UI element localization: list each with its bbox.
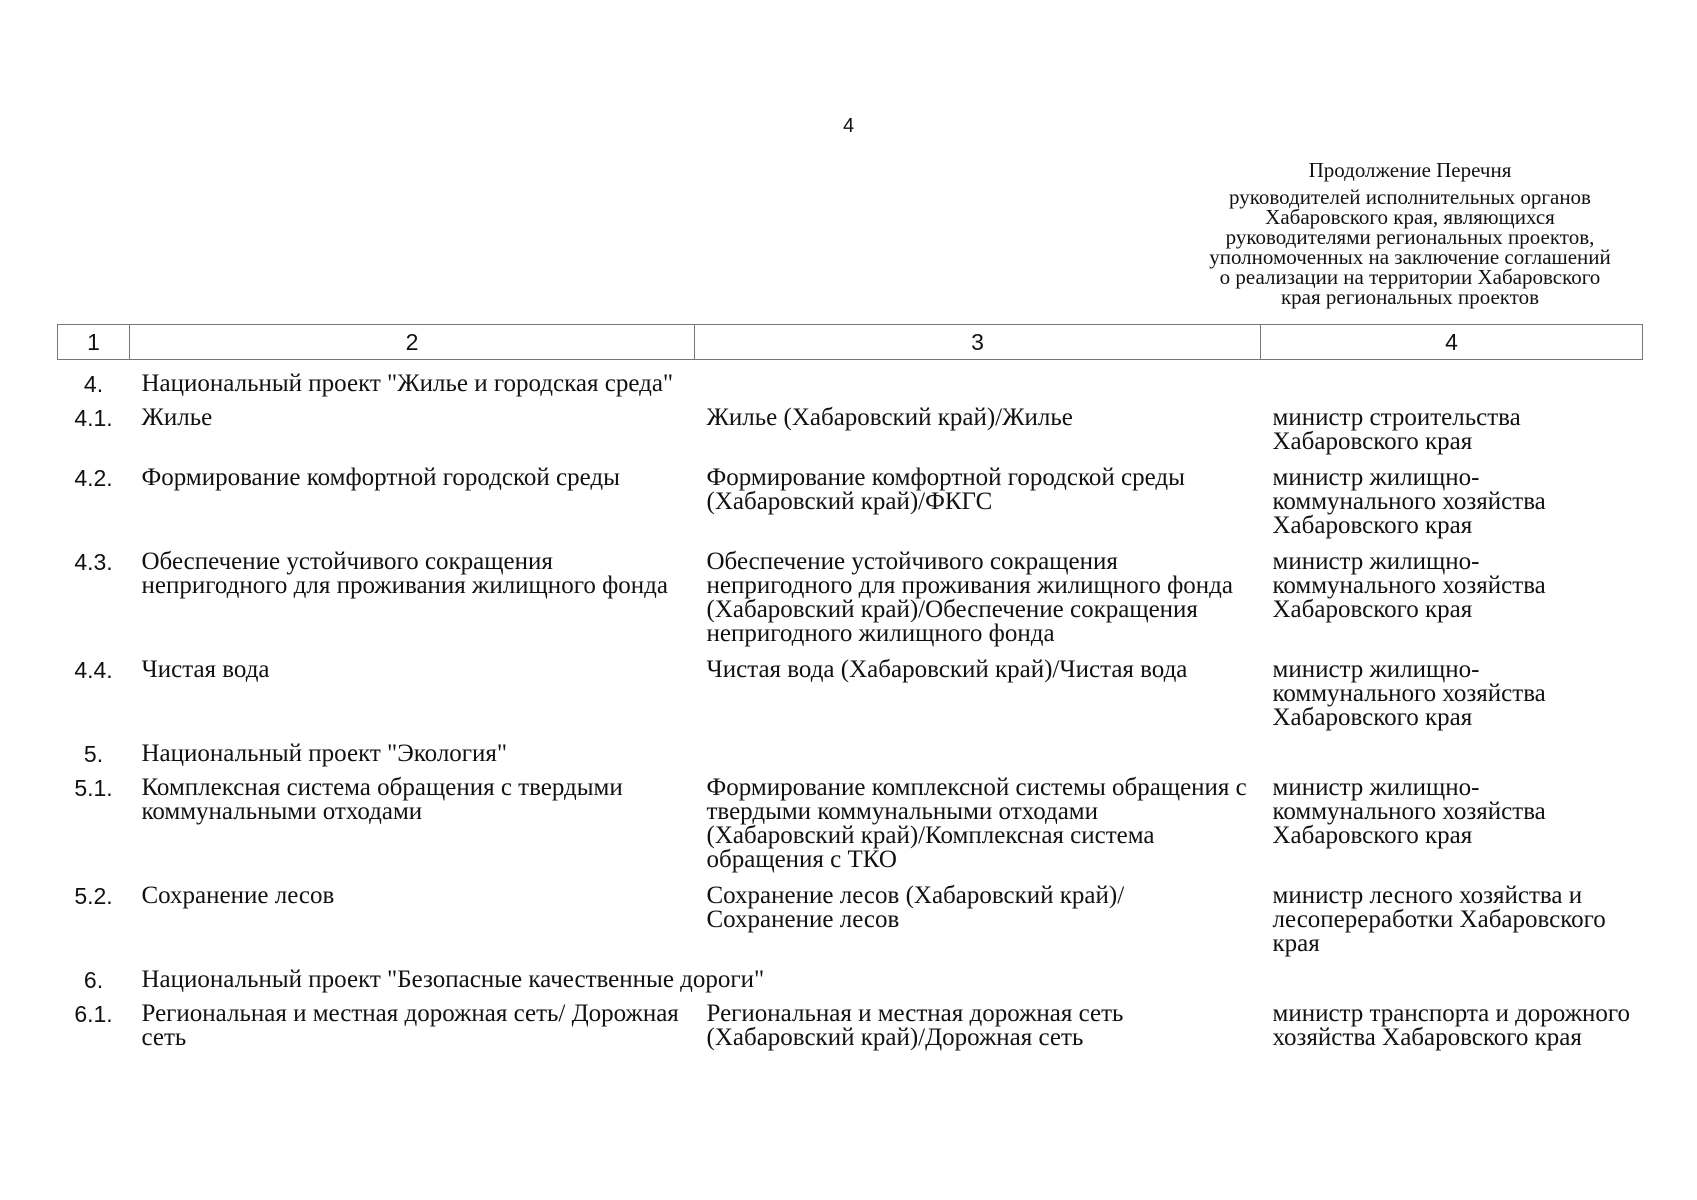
projects-table <box>57 324 1643 1062</box>
project-name: Формирование комфортной городской среды <box>141 464 620 491</box>
column-header-name: 2 <box>130 325 695 360</box>
project-head: министр жилищно-коммунального хозяйства Хабаровского края <box>1272 548 1546 623</box>
project-head: министр лесного хозяйства и лесопереработки Хабаровского края <box>1272 882 1606 957</box>
header-line: о реализации на территории Хабаровского <box>1219 265 1601 289</box>
row-number: 6.1. <box>74 1001 113 1027</box>
column-header-head: 4 <box>1261 325 1643 360</box>
regional-project: Сохранение лесов (Хабаровский край)/ Сохранение лесов <box>706 882 1125 933</box>
regional-project: Формирование комплексной системы обращения с твердыми коммунальными отходами (Хабаровский край)/Комплексная система обращения с ТКО <box>706 774 1247 873</box>
regional-project: Региональная и местная дорожная сеть (Хабаровский край)/Дорожная сеть <box>706 1000 1124 1051</box>
project-head: министр строительства Хабаровского края <box>1272 404 1521 455</box>
project-name: Обеспечение устойчивого сокращения непригодного для проживания жилищного фонда <box>141 548 668 599</box>
header-line: руководителей исполнительных органов <box>1229 185 1591 209</box>
table-row <box>58 360 1643 407</box>
column-header-project: 3 <box>695 325 1261 360</box>
regional-project: Жилье (Хабаровский край)/Жилье <box>706 404 1073 431</box>
header-line: Хабаровского края, являющихся <box>1265 205 1555 229</box>
document-header <box>1160 160 1660 307</box>
row-number: 4. <box>83 371 104 397</box>
project-head: министр жилищно-коммунального хозяйства Хабаровского края <box>1272 774 1546 849</box>
regional-project: Чистая вода (Хабаровский край)/Чистая вода <box>706 656 1188 683</box>
row-number: 5. <box>83 741 104 767</box>
row-number: 5.2. <box>74 883 113 909</box>
page-number: 4 <box>842 115 855 137</box>
project-head: министр транспорта и дорожного хозяйства Хабаровского края <box>1272 1000 1630 1051</box>
table-row <box>58 968 1643 1002</box>
table-row <box>58 406 1643 466</box>
row-number: 6. <box>83 967 104 993</box>
table-row <box>58 776 1643 884</box>
row-number: 4.2. <box>74 465 113 491</box>
row-number: 4.4. <box>74 657 113 683</box>
row-number: 4.3. <box>74 549 113 575</box>
project-name: Комплексная система обращения с твердыми коммунальными отходами <box>141 774 623 825</box>
table-row <box>58 658 1643 742</box>
project-name: Жилье <box>141 404 213 431</box>
section-title: Национальный проект "Жилье и городская среда" <box>141 370 674 397</box>
header-line: края региональных проектов <box>1280 285 1540 309</box>
column-header-number: 1 <box>58 325 130 360</box>
project-head: министр жилищно-коммунального хозяйства Хабаровского края <box>1272 464 1546 539</box>
header-line: уполномоченных на заключение соглашений <box>1209 245 1611 269</box>
row-number: 5.1. <box>74 775 113 801</box>
table-row <box>58 466 1643 550</box>
section-title: Национальный проект "Экология" <box>141 740 508 767</box>
table-row <box>58 884 1643 968</box>
row-number: 4.1. <box>74 405 113 431</box>
table-row <box>58 550 1643 658</box>
table-row <box>58 742 1643 776</box>
header-subtitle <box>1160 187 1660 307</box>
table-row <box>58 1002 1643 1062</box>
regional-project: Формирование комфортной городской среды (Хабаровский край)/ФКГС <box>706 464 1185 515</box>
header-title: Продолжение Перечня <box>1308 158 1512 182</box>
header-line: руководителями региональных проектов, <box>1225 225 1595 249</box>
section-title: Национальный проект "Безопасные качественные дороги" <box>141 966 765 993</box>
project-name: Сохранение лесов <box>141 882 335 909</box>
table-header-row <box>58 325 1643 360</box>
project-name: Региональная и местная дорожная сеть/ Дорожная сеть <box>141 1000 679 1051</box>
project-head: министр жилищно-коммунального хозяйства Хабаровского края <box>1272 656 1546 731</box>
project-name: Чистая вода <box>141 656 270 683</box>
regional-project: Обеспечение устойчивого сокращения непригодного для проживания жилищного фонда (Хабаровский край)/Обеспечение сокращения непригодного жилищного фонда <box>706 548 1233 647</box>
